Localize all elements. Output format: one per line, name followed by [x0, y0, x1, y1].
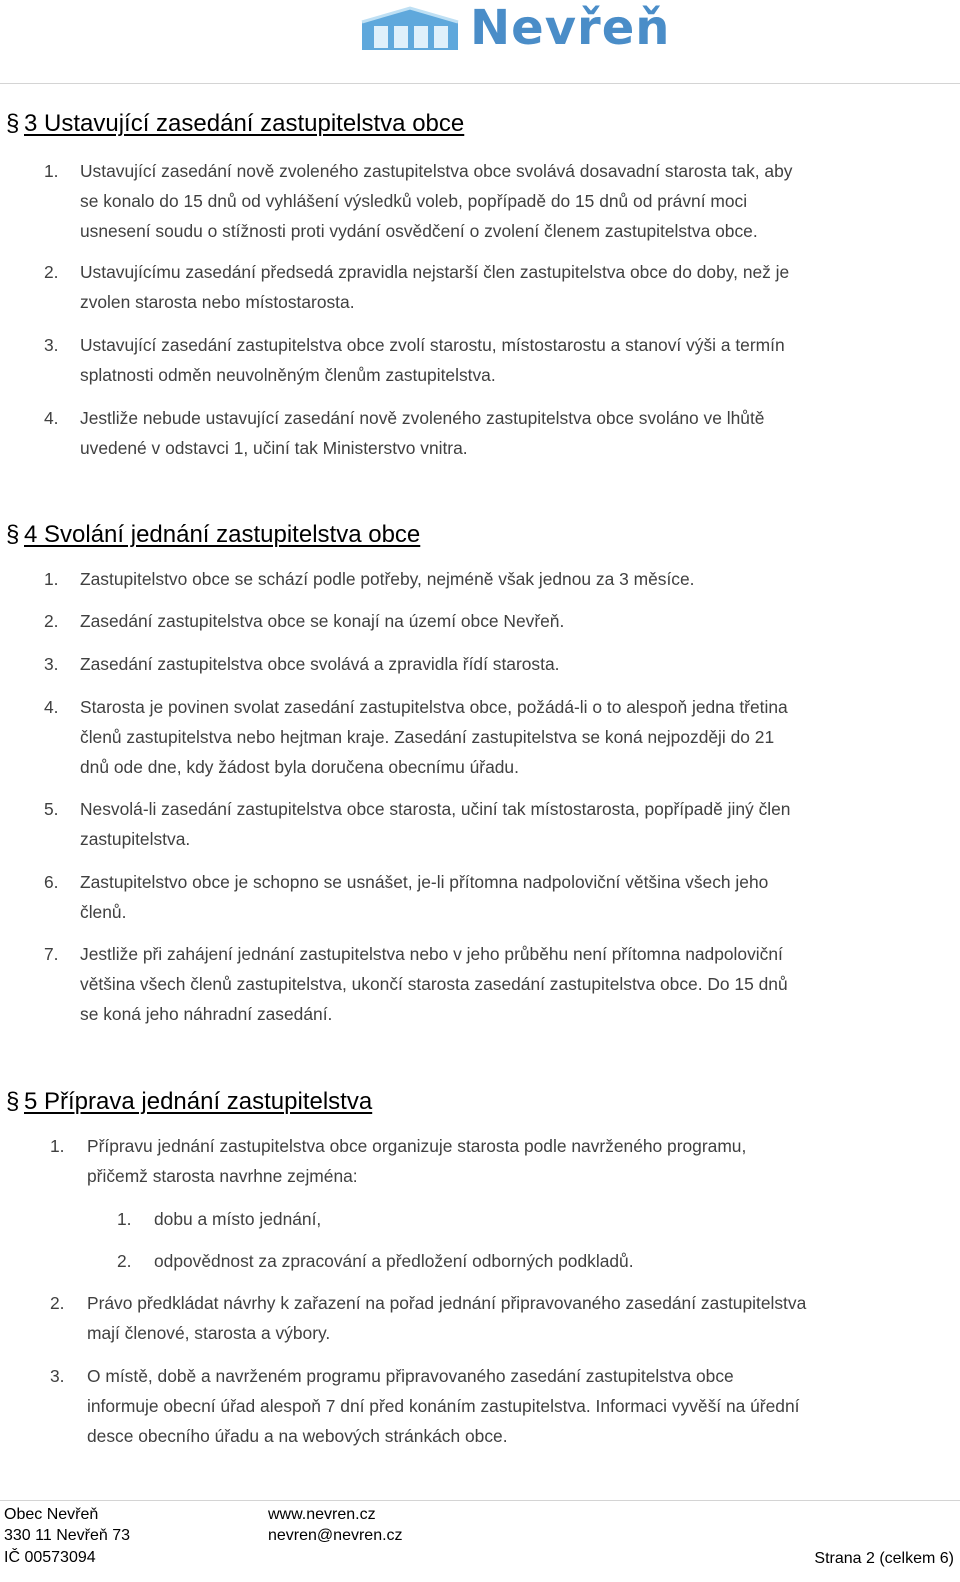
- page-number: Strana 2 (celkem 6): [814, 1550, 954, 1567]
- page-header: [0, 0, 960, 84]
- section-heading-4: § 4 Svolání jednání zastupitelstva obce: [6, 521, 421, 548]
- section-heading-3: § 3 Ustavující zasedání zastupitelstva obce: [6, 110, 465, 137]
- section-heading-5: § 5 Příprava jednání zastupitelstva: [6, 1088, 373, 1115]
- header-divider: [0, 83, 960, 84]
- logo-text: Nevřeň: [470, 0, 671, 56]
- footer-ico: IČ 00573094: [4, 1549, 96, 1566]
- section-bullet-icon: §: [6, 110, 20, 137]
- footer-website-link[interactable]: www.nevren.cz: [268, 1506, 376, 1523]
- footer-address: 330 11 Nevřeň 73: [4, 1527, 131, 1544]
- village-logo-icon: [360, 4, 460, 52]
- footer-org-name: Obec Nevřeň: [4, 1506, 99, 1523]
- footer-divider: [0, 1500, 960, 1501]
- footer-email-link[interactable]: nevren@nevren.cz: [268, 1527, 403, 1544]
- section-bullet-icon: §: [6, 521, 20, 548]
- section-bullet-icon: §: [6, 1088, 20, 1115]
